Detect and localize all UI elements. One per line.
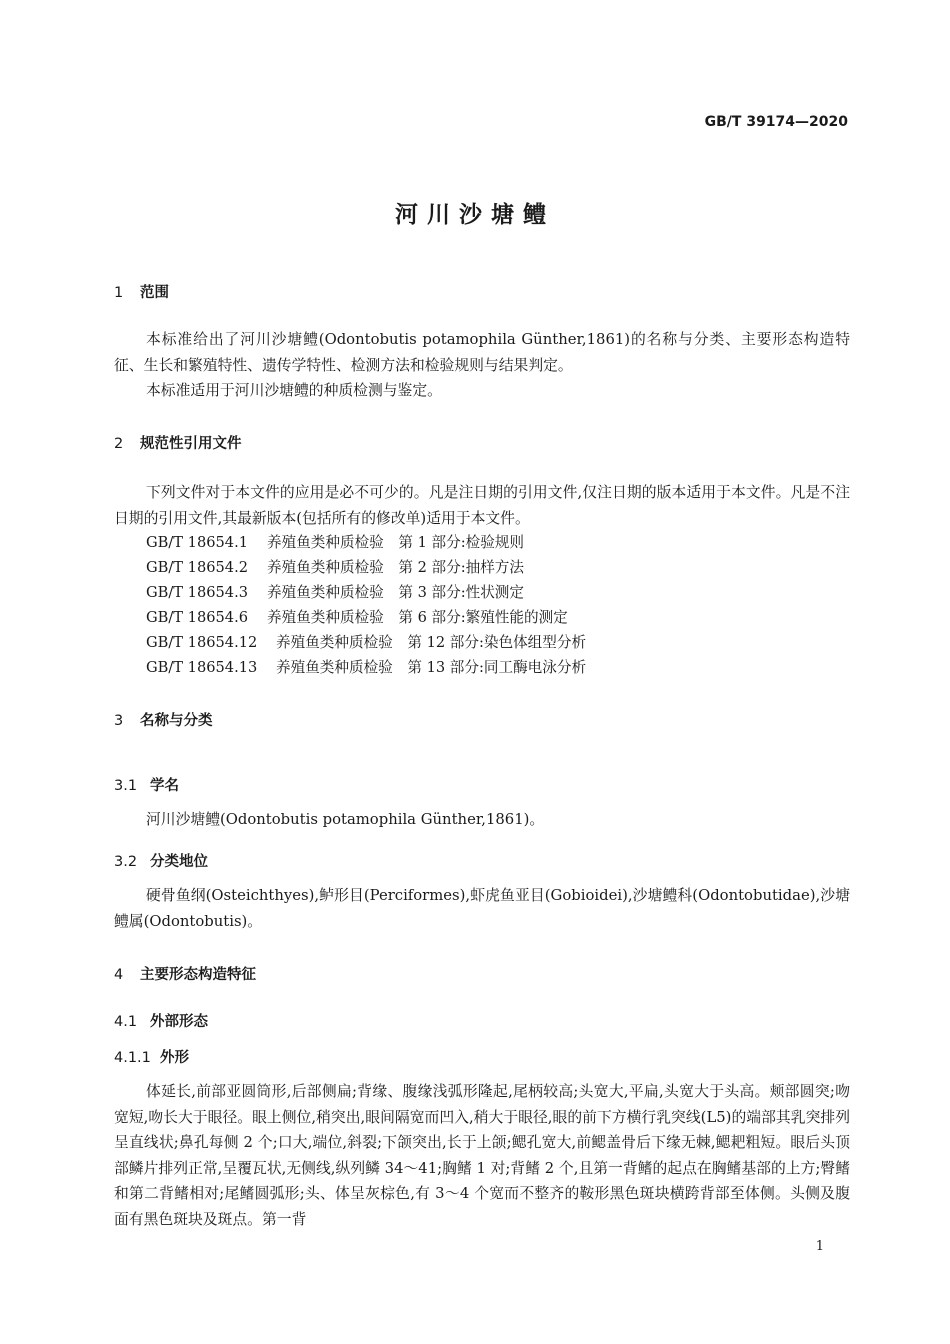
section-title: 学名 xyxy=(150,778,179,794)
section-number: 4 xyxy=(114,967,124,983)
reference-title: 养殖鱼类种质检验 第 12 部分:染色体组型分析 xyxy=(276,634,587,651)
section-4-1-heading xyxy=(114,1010,208,1031)
paragraph: 本标准给出了河川沙塘鳢(Odontobutis potamophila Günther,1861)的名称与分类、主要形态构造特征、生长和繁殖特性、遗传学特性、检测方法和检验规则与结果判定。 xyxy=(114,331,850,374)
section-3-2-body xyxy=(114,883,850,934)
section-title: 外部形态 xyxy=(150,1014,208,1030)
section-4-1-1-body xyxy=(114,1079,850,1232)
section-1-body xyxy=(114,327,850,404)
reference-code: GB/T 18654.12 xyxy=(146,634,258,651)
document-title: 河川沙塘鳢 xyxy=(395,202,555,228)
section-4-1-1-heading xyxy=(114,1046,189,1067)
paragraph: 硬骨鱼纲(Osteichthyes),鲈形目(Perciformes),虾虎鱼亚目(Gobioidei),沙塘鳢科(Odontobutidae),沙塘鳢属(Odontobutis)。 xyxy=(114,887,850,930)
section-number: 3 xyxy=(114,713,124,729)
reference-title: 养殖鱼类种质检验 第 6 部分:繁殖性能的测定 xyxy=(267,609,568,626)
section-1-heading xyxy=(114,281,169,302)
paragraph: 本标准适用于河川沙塘鳢的种质检测与鉴定。 xyxy=(146,382,442,399)
section-title: 分类地位 xyxy=(150,854,208,870)
section-number: 4.1 xyxy=(114,1014,138,1030)
section-3-2-heading xyxy=(114,850,208,871)
section-2-heading xyxy=(114,432,242,453)
reference-code: GB/T 18654.3 xyxy=(146,584,249,601)
reference-item xyxy=(146,530,586,555)
page-number: 1 xyxy=(815,1239,824,1254)
section-number: 3.2 xyxy=(114,854,138,870)
reference-item xyxy=(146,630,586,655)
section-2-body xyxy=(114,480,850,531)
standard-code: GB/T 39174—2020 xyxy=(704,114,848,130)
reference-title: 养殖鱼类种质检验 第 1 部分:检验规则 xyxy=(267,534,524,551)
section-number: 3.1 xyxy=(114,778,138,794)
reference-title: 养殖鱼类种质检验 第 13 部分:同工酶电泳分析 xyxy=(276,659,587,676)
reference-list xyxy=(146,530,586,680)
section-3-1-body xyxy=(114,807,850,833)
section-title: 规范性引用文件 xyxy=(140,436,242,452)
paragraph: 下列文件对于本文件的应用是必不可少的。凡是注日期的引用文件,仅注日期的版本适用于本文件。凡是不注日期的引用文件,其最新版本(包括所有的修改单)适用于本文件。 xyxy=(114,484,850,527)
reference-title: 养殖鱼类种质检验 第 2 部分:抽样方法 xyxy=(267,559,524,576)
reference-item xyxy=(146,555,586,580)
reference-item xyxy=(146,580,586,605)
reference-code: GB/T 18654.1 xyxy=(146,534,249,551)
section-number: 4.1.1 xyxy=(114,1050,151,1066)
reference-item xyxy=(146,605,586,630)
paragraph: 体延长,前部亚圆筒形,后部侧扁;背缘、腹缘浅弧形隆起,尾柄较高;头宽大,平扁,头宽大于头高。颊部圆突;吻宽短,吻长大于眼径。眼上侧位,稍突出,眼间隔宽而凹入,稍大于眼径,眼的前下方横行乳突线(L5)的端部其乳突排列呈直线状;鼻孔每侧 2 个;口大,端位,斜裂;下颌突出,长于上颌;鳃孔宽大,前鳃盖骨后下缘无棘,鳃耙粗短。眼后头顶部鳞片排列正常,呈覆瓦状,无侧线,纵列鳞 34～41;胸鳍 1 对;背鳍 2 个,且第一背鳍的起点在胸鳍基部的上方;臀鳍和第二背鳍相对;尾鳍圆弧形;头、体呈灰棕色,有 3～4 个宽而不整齐的鞍形黑色斑块横跨背部至体侧。头侧及腹面有黑色斑块及斑点。第一背 xyxy=(114,1083,850,1228)
section-number: 2 xyxy=(114,436,124,452)
reference-code: GB/T 18654.6 xyxy=(146,609,249,626)
section-3-1-heading xyxy=(114,774,179,795)
section-3-heading xyxy=(114,709,213,730)
section-title: 名称与分类 xyxy=(140,713,213,729)
paragraph: 河川沙塘鳢(Odontobutis potamophila Günther,1861)。 xyxy=(146,811,545,828)
section-title: 外形 xyxy=(160,1050,189,1066)
section-4-heading xyxy=(114,963,256,984)
reference-title: 养殖鱼类种质检验 第 3 部分:性状测定 xyxy=(267,584,524,601)
section-title: 主要形态构造特征 xyxy=(140,967,256,983)
section-title: 范围 xyxy=(140,285,169,301)
section-number: 1 xyxy=(114,285,124,301)
reference-code: GB/T 18654.2 xyxy=(146,559,249,576)
reference-item xyxy=(146,655,586,680)
reference-code: GB/T 18654.13 xyxy=(146,659,258,676)
